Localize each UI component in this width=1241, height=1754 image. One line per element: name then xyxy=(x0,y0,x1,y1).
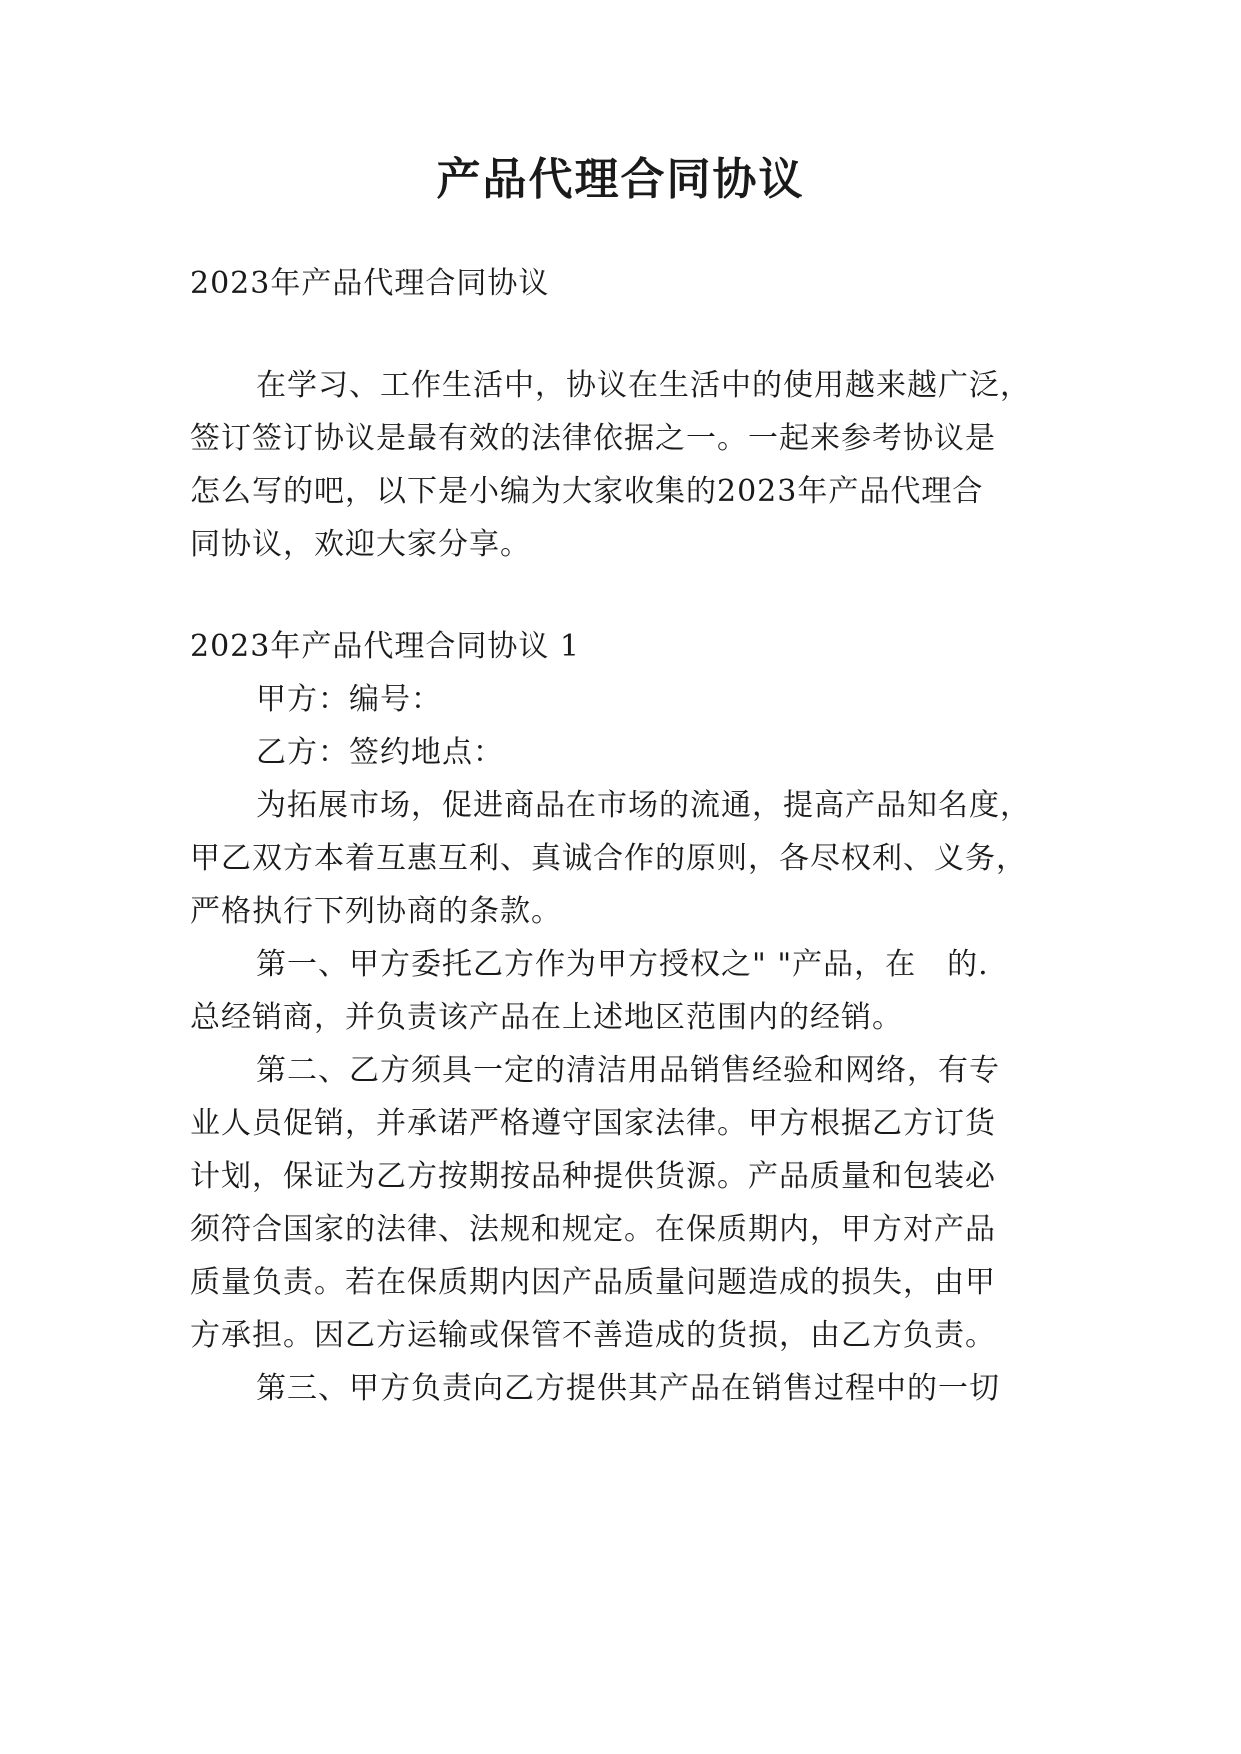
party-b-line: 乙方：签约地点： xyxy=(256,735,504,770)
clause2-line-4: 须符合国家的法律、法规和规定。在保质期内，甲方对产品 xyxy=(190,1212,996,1247)
intro-line-1: 在学习、工作生活中，协议在生活中的使用越来越广泛， xyxy=(256,368,1031,403)
subtitle: 2023年产品代理合同协议 xyxy=(190,266,550,301)
preamble-line-2: 甲乙双方本着互惠互利、真诚合作的原则，各尽权利、义务， xyxy=(190,841,1027,876)
preamble-line-3: 严格执行下列协商的条款。 xyxy=(190,894,562,929)
clause1-line-1: 第一、甲方委托乙方作为甲方授权之" "产品，在 的. xyxy=(256,947,989,982)
section-heading: 2023年产品代理合同协议 1 xyxy=(190,629,580,664)
clause1-line-2: 总经销商，并负责该产品在上述地区范围内的经销。 xyxy=(190,1000,903,1035)
clause2-line-2: 业人员促销，并承诺严格遵守国家法律。甲方根据乙方订货 xyxy=(190,1106,996,1141)
clause2-line-6: 方承担。因乙方运输或保管不善造成的货损，由乙方负责。 xyxy=(190,1318,996,1353)
party-a-line: 甲方：编号： xyxy=(256,682,442,717)
document-title: 产品代理合同协议 xyxy=(436,154,805,205)
clause2-line-3: 计划，保证为乙方按期按品种提供货源。产品质量和包装必 xyxy=(190,1159,996,1194)
clause2-line-5: 质量负责。若在保质期内因产品质量问题造成的损失，由甲 xyxy=(190,1265,996,1300)
intro-line-3: 怎么写的吧，以下是小编为大家收集的2023年产品代理合 xyxy=(190,474,984,509)
intro-line-2: 签订签订协议是最有效的法律依据之一。一起来参考协议是 xyxy=(190,421,996,456)
intro-line-4: 同协议，欢迎大家分享。 xyxy=(190,527,531,562)
preamble-line-1: 为拓展市场，促进商品在市场的流通，提高产品知名度， xyxy=(256,788,1031,823)
clause3-line-1: 第三、甲方负责向乙方提供其产品在销售过程中的一切 xyxy=(256,1371,1000,1406)
clause2-line-1: 第二、乙方须具一定的清洁用品销售经验和网络，有专 xyxy=(256,1053,1000,1088)
